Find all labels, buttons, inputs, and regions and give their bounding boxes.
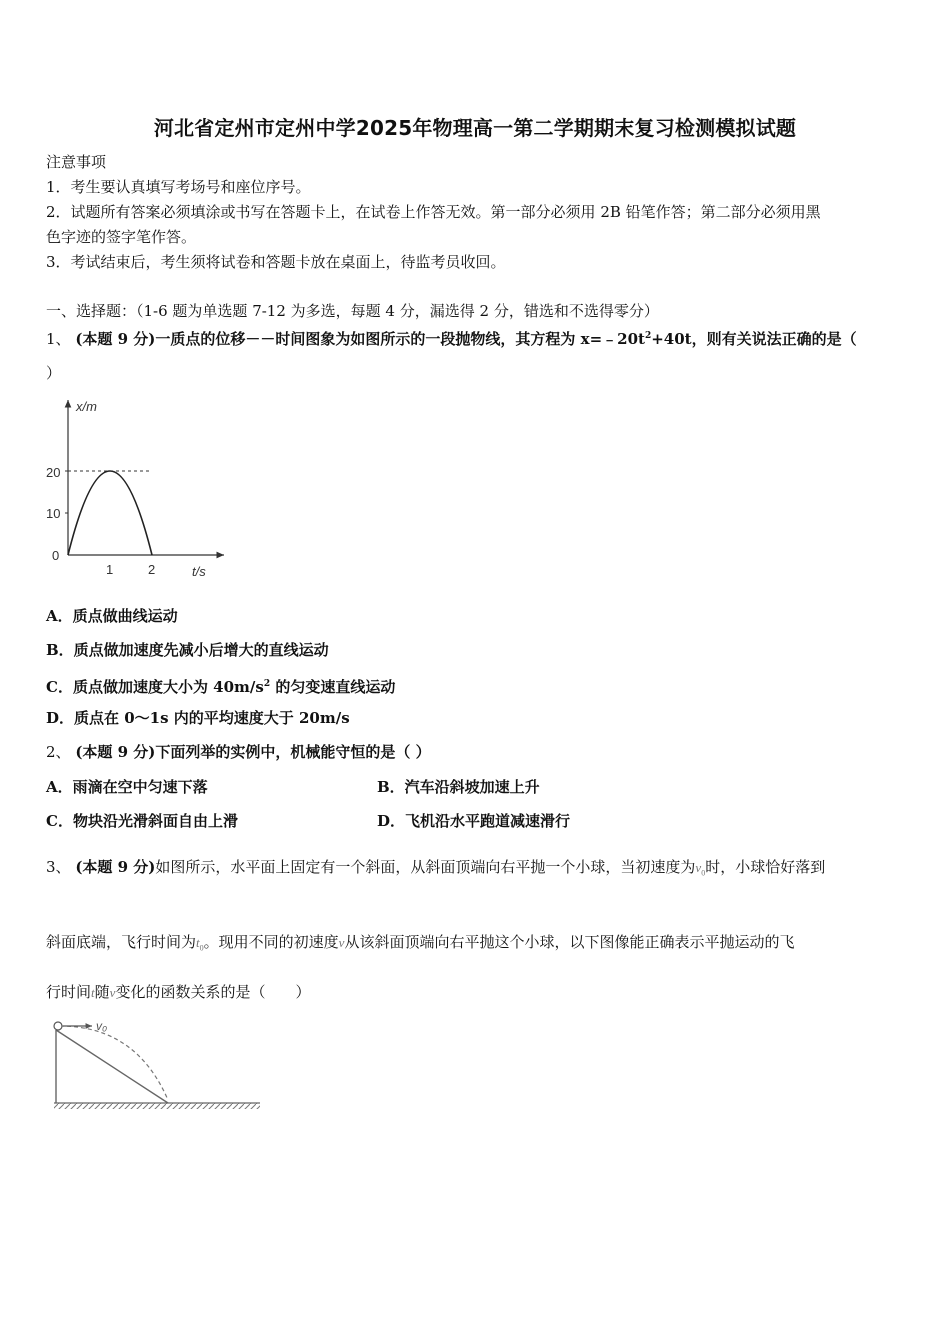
notice-item-2: 2．试题所有答案必须填涂或书写在答题卡上，在试卷上作答无效。第一部分必须用 2B 铅笔作答；第二部分必须用黑 [46,203,821,221]
q1-graph-parabola [68,471,152,555]
q3-symbol-t: t [91,985,95,1000]
q3-line2-b: 。现用不同的初速度 [203,933,339,951]
q3-line3-c: 变化的函数关系的是（ ） [115,983,311,1001]
q3-points: (本题 9 分) [75,858,156,876]
q1-option-c-sup: 2 [263,679,271,689]
q3-line2-c: 从该斜面顶端向右平抛这个小球，以下图像能正确表示平抛运动的飞 [344,933,795,951]
q3-line2-a: 斜面底端，飞行时间为 [46,933,197,951]
q3-line1-a: 如图所示，水平面上固定有一个斜面，从斜面顶端向右平抛一个小球，当初速度为 [155,858,696,876]
q1-option-b[interactable]: B．质点做加速度先减小后增大的直线运动 [46,641,329,659]
notice-item-2-cont: 色字迹的签字笔作答。 [46,228,197,246]
q1-points: (本题 9 分) [75,330,156,348]
q2-option-a[interactable]: A．雨滴在空中匀速下落 [46,778,208,796]
section-heading: 一、选择题：（1-6 题为单选题 7-12 为多选，每题 4 分，漏选得 2 分，错选和不选得零分） [46,302,659,320]
q1-graph-xtick-1: 1 [106,562,114,577]
notice-heading: 注意事项 [46,153,107,171]
q3-symbol-t0 [196,935,204,953]
q3-symbol-v0-sub: 0 [701,868,706,878]
q3-number: 3、 [46,858,71,876]
q3-symbol-t0-sub: 0 [199,943,204,953]
q1-xt-graph [40,392,230,582]
q3-line1-b: 时，小球恰好落到 [705,858,826,876]
q1-stem-a: 一质点的位移－－时间图象为如图所示的一段抛物线，其方程为 x=﹣20t [155,330,645,348]
q3-figure-label: v₀ [96,1019,108,1033]
q1-graph-y-label: x/m [76,399,97,414]
q1-graph-origin: 0 [52,548,60,563]
q1-option-c[interactable] [46,674,395,697]
q3-line-2 [46,932,794,959]
q1-option-c-post: 的匀变速直线运动 [270,678,396,696]
q1-stem [46,326,857,349]
q1-stem-b: +40t，则有关说法正确的是（ [651,330,857,348]
q1-stem-sup: 2 [644,331,652,341]
page-title: 河北省定州市定州中学2025年物理高一第二学期期末复习检测模拟试题 [153,116,797,140]
q2-stem-text: 下面列举的实例中，机械能守恒的是（ ） [155,743,431,761]
notice-item-3: 3．考试结束后，考生须将试卷和答题卡放在桌面上，待监考员收回。 [46,253,506,271]
q1-number: 1、 [46,330,71,348]
q3-symbol-v-2: v [109,985,116,1000]
q1-option-a[interactable]: A．质点做曲线运动 [46,607,178,625]
q3-symbol-t0-main: t [196,935,200,950]
q3-symbol-v0-main: v [695,860,702,875]
q1-option-c-pre: C．质点做加速度大小为 40m/s [46,678,264,696]
q2-points: (本题 9 分) [75,743,156,761]
q3-symbol-v: v [338,935,345,950]
q2-option-d[interactable]: D．飞机沿水平跑道减速滑行 [377,812,571,830]
q3-ground-hatch [54,1103,260,1109]
q2-option-b[interactable]: B．汽车沿斜坡加速上升 [377,778,540,796]
q3-ball [54,1022,62,1030]
q3-symbol-v0 [695,860,706,878]
q1-graph-ytick-20: 20 [46,465,61,480]
q1-graph-xtick-2: 2 [148,562,156,577]
q2-stem [46,742,431,762]
q3-line-1 [46,857,825,884]
q3-line3-b: 随 [94,983,110,1001]
q1-graph-x-label: t/s [192,564,206,579]
q3-incline-slope [56,1030,168,1103]
q1-graph-ytick-10: 10 [46,506,61,521]
q3-incline-figure [46,1014,266,1114]
q2-option-c[interactable]: C．物块沿光滑斜面自由上滑 [46,812,238,830]
notice-item-1: 1．考生要认真填写考场号和座位序号。 [46,178,311,196]
q2-number: 2、 [46,743,71,761]
q3-line3-a: 行时间 [46,983,92,1001]
q1-option-d[interactable]: D．质点在 0～1s 内的平均速度大于 20m/s [46,709,350,727]
q1-stem-close: ） [46,364,62,382]
q3-line-3 [46,982,310,1003]
q3-trajectory [60,1026,168,1100]
